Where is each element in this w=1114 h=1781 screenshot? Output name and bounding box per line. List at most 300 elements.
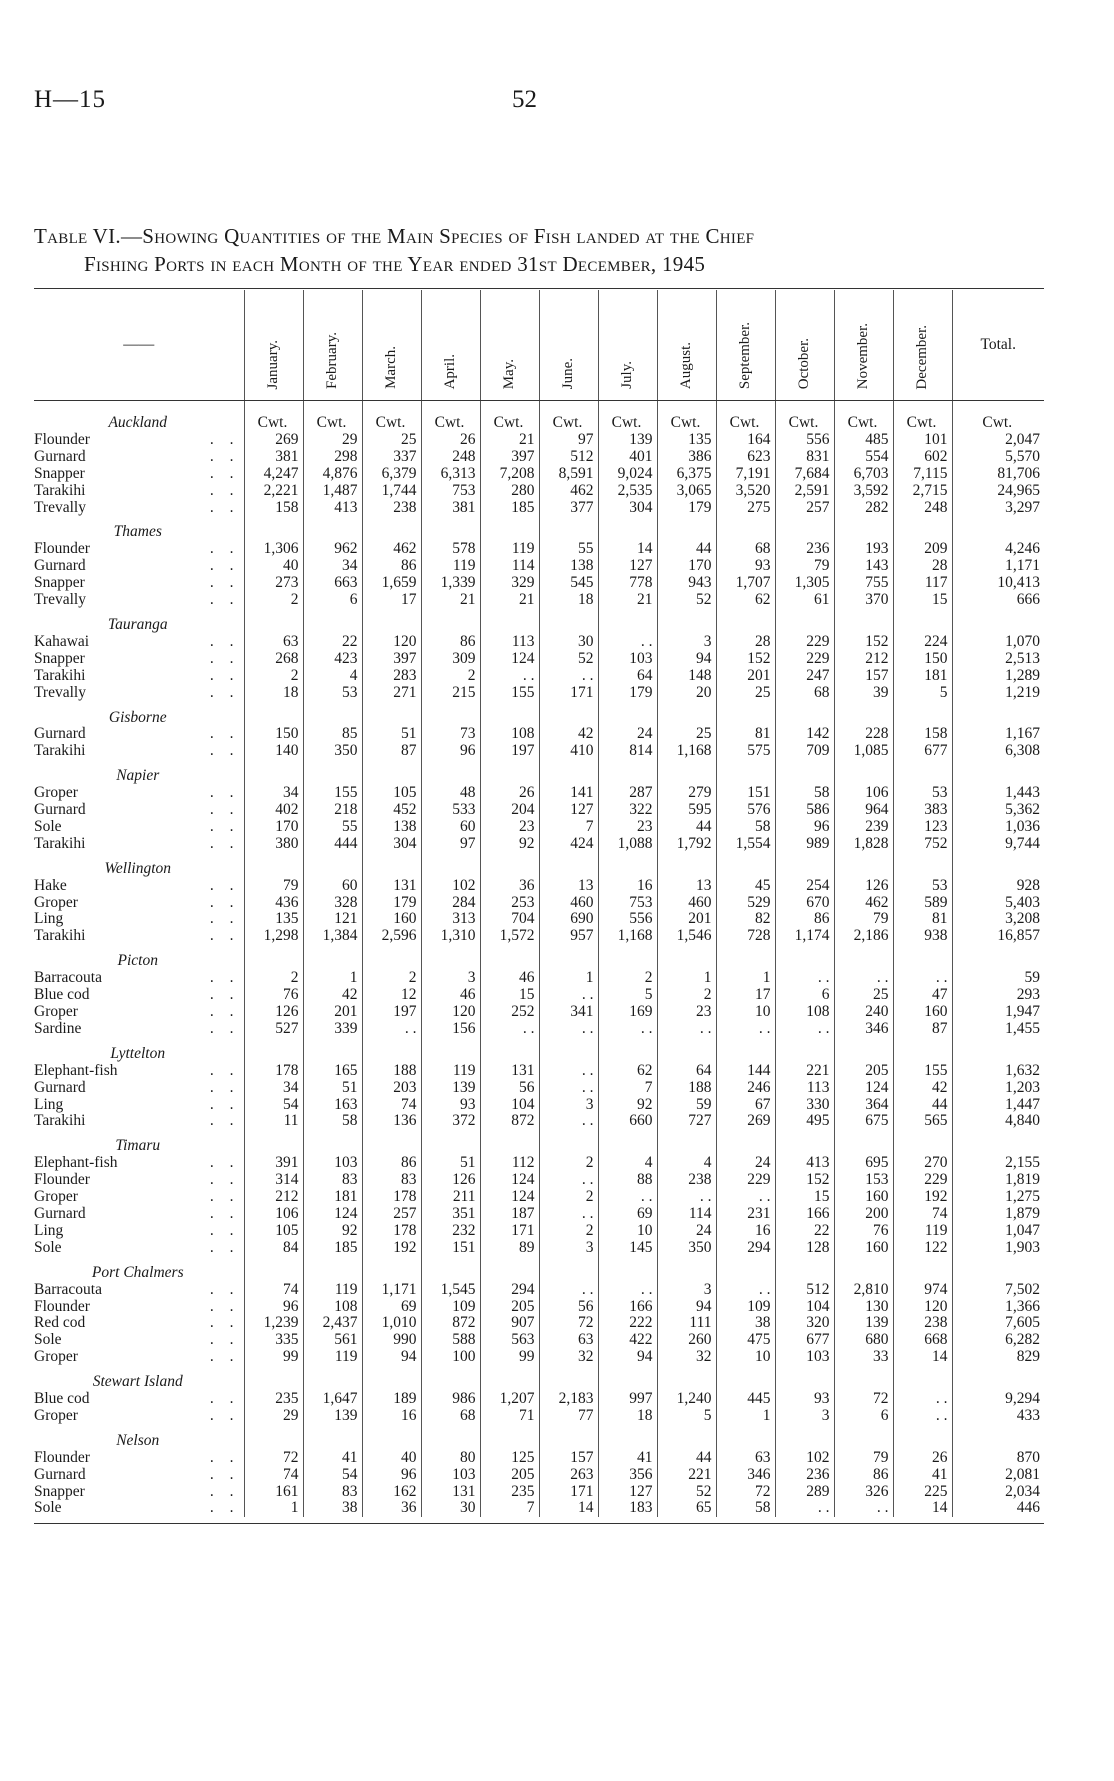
spacer-cell — [834, 853, 893, 878]
value-cell: 170 — [657, 558, 716, 575]
value-cell: 74 — [893, 1206, 952, 1223]
value-cell: 23 — [657, 1004, 716, 1021]
value-cell: 7 — [539, 819, 598, 836]
value-cell: 709 — [775, 743, 834, 760]
port-heading-row — [34, 516, 1044, 541]
value-cell: 578 — [421, 541, 480, 558]
value-cell: 63 — [716, 1450, 775, 1467]
value-cell: 87 — [362, 743, 421, 760]
value-cell: 150 — [893, 651, 952, 668]
total-cell: 446 — [952, 1500, 1044, 1517]
value-cell: 962 — [303, 541, 362, 558]
table-row — [34, 928, 1044, 945]
species-cell — [34, 928, 244, 945]
species-cell — [34, 911, 244, 928]
value-cell: 270 — [893, 1155, 952, 1172]
column-header-month — [539, 290, 598, 401]
value-cell: 69 — [598, 1206, 657, 1223]
species-cell — [34, 449, 244, 466]
table-row — [34, 1282, 1044, 1299]
unit-label: Cwt. — [480, 401, 539, 432]
value-cell: 14 — [893, 1349, 952, 1366]
table-row — [34, 575, 1044, 592]
spacer-cell — [834, 609, 893, 634]
value-cell: . . — [539, 1021, 598, 1038]
species-cell — [34, 575, 244, 592]
species-cell — [34, 1349, 244, 1366]
table-row — [34, 592, 1044, 609]
port-heading-row — [34, 945, 1044, 970]
value-cell: 2 — [362, 970, 421, 987]
value-cell: 204 — [480, 802, 539, 819]
leader-dots: . . — [209, 683, 240, 701]
value-cell: 55 — [303, 819, 362, 836]
value-cell: 225 — [893, 1484, 952, 1501]
value-cell: 22 — [303, 634, 362, 651]
total-cell: 1,879 — [952, 1206, 1044, 1223]
value-cell: 171 — [480, 1223, 539, 1240]
species-cell — [34, 1113, 244, 1130]
spacer-cell — [657, 1257, 716, 1282]
value-cell: 52 — [657, 1484, 716, 1501]
species-cell — [34, 802, 244, 819]
species-cell — [34, 1299, 244, 1316]
value-cell: 124 — [480, 651, 539, 668]
value-cell: . . — [539, 987, 598, 1004]
total-cell: 1,455 — [952, 1021, 1044, 1038]
value-cell: 119 — [480, 541, 539, 558]
spacer-cell — [893, 1425, 952, 1450]
spacer-cell — [598, 1130, 657, 1155]
leader-dots: . . — [209, 1061, 240, 1079]
table-row — [34, 483, 1044, 500]
value-cell: 151 — [421, 1240, 480, 1257]
species-name: Blue cod — [34, 986, 90, 1004]
spacer-cell — [657, 609, 716, 634]
total-cell: 4,246 — [952, 541, 1044, 558]
value-cell: 602 — [893, 449, 952, 466]
leader-dots: . . — [209, 1019, 240, 1037]
value-cell: 26 — [421, 432, 480, 449]
value-cell: 282 — [834, 500, 893, 517]
species-cell — [34, 836, 244, 853]
value-cell: 512 — [539, 449, 598, 466]
value-cell: 85 — [303, 726, 362, 743]
value-cell: 10 — [716, 1349, 775, 1366]
total-cell: 1,289 — [952, 668, 1044, 685]
value-cell: 99 — [480, 1349, 539, 1366]
leader-dots: . . — [209, 725, 240, 743]
species-cell — [34, 1332, 244, 1349]
value-cell: 294 — [716, 1240, 775, 1257]
value-cell: 76 — [834, 1223, 893, 1240]
value-cell: 2,183 — [539, 1391, 598, 1408]
spacer-cell — [716, 945, 775, 970]
value-cell: 13 — [539, 878, 598, 895]
total-cell: 1,070 — [952, 634, 1044, 651]
leader-dots: . . — [209, 632, 240, 650]
spacer-cell — [303, 1130, 362, 1155]
species-name: Ling — [34, 1095, 64, 1113]
value-cell: 97 — [539, 432, 598, 449]
spacer-cell — [362, 609, 421, 634]
value-cell: . . — [539, 1063, 598, 1080]
value-cell: 224 — [893, 634, 952, 651]
value-cell: 1 — [657, 970, 716, 987]
spacer-cell — [244, 1425, 303, 1450]
value-cell: 68 — [716, 541, 775, 558]
value-cell: 22 — [775, 1223, 834, 1240]
value-cell: 105 — [244, 1223, 303, 1240]
value-cell: 328 — [303, 895, 362, 912]
value-cell: 181 — [893, 668, 952, 685]
spacer-cell — [480, 516, 539, 541]
value-cell: 121 — [303, 911, 362, 928]
value-cell: 6 — [834, 1408, 893, 1425]
value-cell: 14 — [893, 1500, 952, 1517]
value-cell: 21 — [480, 592, 539, 609]
value-cell: 53 — [893, 785, 952, 802]
value-cell: 436 — [244, 895, 303, 912]
value-cell: 188 — [657, 1080, 716, 1097]
species-cell — [34, 1240, 244, 1257]
spacer-cell — [362, 516, 421, 541]
species-name: Tarakihi — [34, 742, 86, 760]
value-cell: 2,186 — [834, 928, 893, 945]
species-name: Hake — [34, 876, 67, 894]
spacer-cell — [775, 609, 834, 634]
table-row — [34, 668, 1044, 685]
value-cell: 755 — [834, 575, 893, 592]
value-cell: 44 — [657, 1450, 716, 1467]
value-cell: . . — [598, 1189, 657, 1206]
spacer-cell — [303, 945, 362, 970]
value-cell: 402 — [244, 802, 303, 819]
value-cell: 424 — [539, 836, 598, 853]
value-cell: 247 — [775, 668, 834, 685]
unit-label: Cwt. — [775, 401, 834, 432]
value-cell: 284 — [421, 895, 480, 912]
value-cell: 1,546 — [657, 928, 716, 945]
spacer-cell — [775, 1425, 834, 1450]
table-title-line-1: Table VI.—Showing Quantities of the Main Species of Fish landed at the Chief — [34, 224, 755, 248]
value-cell: 3,520 — [716, 483, 775, 500]
value-cell: 704 — [480, 911, 539, 928]
species-cell — [34, 1484, 244, 1501]
species-cell — [34, 878, 244, 895]
value-cell: 575 — [716, 743, 775, 760]
value-cell: 69 — [362, 1299, 421, 1316]
value-cell: 52 — [657, 592, 716, 609]
spacer-cell — [657, 1130, 716, 1155]
value-cell: 60 — [421, 819, 480, 836]
spacer-cell — [362, 760, 421, 785]
value-cell: 563 — [480, 1332, 539, 1349]
value-cell: 326 — [834, 1484, 893, 1501]
spacer-cell — [657, 853, 716, 878]
total-cell: 3,208 — [952, 911, 1044, 928]
value-cell: 10 — [716, 1004, 775, 1021]
value-cell: 63 — [539, 1332, 598, 1349]
value-cell: 111 — [657, 1315, 716, 1332]
value-cell: . . — [716, 1021, 775, 1038]
table-row — [34, 1315, 1044, 1332]
species-cell — [34, 558, 244, 575]
spacer-cell — [598, 760, 657, 785]
value-cell: 209 — [893, 541, 952, 558]
total-cell: 1,819 — [952, 1172, 1044, 1189]
value-cell: 179 — [362, 895, 421, 912]
value-cell: 83 — [362, 1172, 421, 1189]
leader-dots: . . — [209, 817, 240, 835]
value-cell: 152 — [775, 1172, 834, 1189]
spacer-cell — [834, 1425, 893, 1450]
unit-label: Cwt. — [716, 401, 775, 432]
value-cell: 106 — [244, 1206, 303, 1223]
spacer-cell — [303, 516, 362, 541]
value-cell: 1,647 — [303, 1391, 362, 1408]
value-cell: 556 — [775, 432, 834, 449]
species-cell — [34, 685, 244, 702]
table-row — [34, 1080, 1044, 1097]
value-cell: 938 — [893, 928, 952, 945]
unit-label: Cwt. — [834, 401, 893, 432]
total-cell: 2,513 — [952, 651, 1044, 668]
spacer-cell — [775, 516, 834, 541]
leader-dots: . . — [209, 591, 240, 609]
value-cell: 108 — [775, 1004, 834, 1021]
spacer-cell — [539, 1425, 598, 1450]
leader-dots: . . — [209, 1171, 240, 1189]
value-cell: 238 — [657, 1172, 716, 1189]
value-cell: 275 — [716, 500, 775, 517]
value-cell: 54 — [244, 1097, 303, 1114]
value-cell: 6,313 — [421, 466, 480, 483]
value-cell: 106 — [834, 785, 893, 802]
value-cell: 485 — [834, 432, 893, 449]
column-header-month — [716, 290, 775, 401]
leader-dots: . . — [209, 834, 240, 852]
spacer-cell — [657, 702, 716, 727]
value-cell: . . — [480, 668, 539, 685]
total-cell: 6,282 — [952, 1332, 1044, 1349]
port-heading-row — [34, 853, 1044, 878]
value-cell: 589 — [893, 895, 952, 912]
species-name: Snapper — [34, 1482, 85, 1500]
value-cell: 12 — [362, 987, 421, 1004]
value-cell: 444 — [303, 836, 362, 853]
value-cell: 212 — [244, 1189, 303, 1206]
species-name: Groper — [34, 784, 78, 802]
value-cell: 986 — [421, 1391, 480, 1408]
value-cell: 68 — [421, 1408, 480, 1425]
spacer-cell — [598, 1038, 657, 1063]
value-cell: 100 — [421, 1349, 480, 1366]
port-name: Wellington — [104, 859, 172, 877]
species-cell — [34, 1467, 244, 1484]
value-cell: 68 — [775, 685, 834, 702]
species-name: Red cod — [34, 1314, 86, 1332]
value-cell: 41 — [598, 1450, 657, 1467]
value-cell: 283 — [362, 668, 421, 685]
value-cell: . . — [716, 1282, 775, 1299]
value-cell: . . — [539, 1113, 598, 1130]
spacer-cell — [539, 609, 598, 634]
value-cell: 6 — [303, 592, 362, 609]
value-cell: . . — [362, 1021, 421, 1038]
value-cell: 56 — [480, 1080, 539, 1097]
value-cell: 16 — [598, 878, 657, 895]
species-cell — [34, 466, 244, 483]
spacer-cell — [775, 1038, 834, 1063]
species-name: Barracouta — [34, 969, 102, 987]
leader-dots: . . — [209, 481, 240, 499]
value-cell: 1,545 — [421, 1282, 480, 1299]
value-cell: 141 — [539, 785, 598, 802]
leader-dots: . . — [209, 1331, 240, 1349]
spacer-cell — [834, 1038, 893, 1063]
spacer-cell — [952, 1257, 1044, 1282]
value-cell: 989 — [775, 836, 834, 853]
value-cell: 974 — [893, 1282, 952, 1299]
table-top-rule — [34, 288, 1044, 289]
species-cell — [34, 651, 244, 668]
table-row — [34, 1223, 1044, 1240]
value-cell: 364 — [834, 1097, 893, 1114]
value-cell: 7 — [480, 1500, 539, 1517]
species-cell — [34, 592, 244, 609]
value-cell: 74 — [244, 1467, 303, 1484]
value-cell: 102 — [775, 1450, 834, 1467]
spacer-cell — [893, 702, 952, 727]
spacer-cell — [480, 760, 539, 785]
value-cell: 545 — [539, 575, 598, 592]
total-cell: 293 — [952, 987, 1044, 1004]
value-cell: 2 — [539, 1189, 598, 1206]
value-cell: 5 — [598, 987, 657, 1004]
value-cell: 460 — [539, 895, 598, 912]
value-cell: 101 — [893, 432, 952, 449]
value-cell: 72 — [716, 1484, 775, 1501]
species-cell — [34, 1080, 244, 1097]
spacer-cell — [421, 1257, 480, 1282]
table-row — [34, 500, 1044, 517]
spacer-cell — [893, 1038, 952, 1063]
value-cell: 40 — [244, 558, 303, 575]
value-cell: 142 — [775, 726, 834, 743]
spacer-cell — [716, 760, 775, 785]
value-cell: 554 — [834, 449, 893, 466]
total-cell: 433 — [952, 1408, 1044, 1425]
spacer-cell — [952, 516, 1044, 541]
value-cell: 120 — [362, 634, 421, 651]
table-row — [34, 1450, 1044, 1467]
spacer-cell — [421, 1425, 480, 1450]
value-cell: 63 — [244, 634, 303, 651]
total-cell: 1,167 — [952, 726, 1044, 743]
value-cell: 125 — [480, 1450, 539, 1467]
column-header-month — [421, 290, 480, 401]
column-header-month — [244, 290, 303, 401]
value-cell: 3 — [539, 1097, 598, 1114]
value-cell: 20 — [657, 685, 716, 702]
value-cell: 3,592 — [834, 483, 893, 500]
value-cell: . . — [893, 1391, 952, 1408]
table-row — [34, 1391, 1044, 1408]
value-cell: 15 — [480, 987, 539, 1004]
value-cell: . . — [834, 970, 893, 987]
table-row — [34, 449, 1044, 466]
value-cell: 2 — [421, 668, 480, 685]
spacer-cell — [775, 1257, 834, 1282]
port-name: Nelson — [116, 1431, 160, 1449]
value-cell: 28 — [716, 634, 775, 651]
value-cell: 475 — [716, 1332, 775, 1349]
leader-dots: . . — [209, 1280, 240, 1298]
value-cell: 1,088 — [598, 836, 657, 853]
value-cell: 11 — [244, 1113, 303, 1130]
value-cell: 2,591 — [775, 483, 834, 500]
spacer-cell — [539, 760, 598, 785]
value-cell: 212 — [834, 651, 893, 668]
value-cell: 201 — [716, 668, 775, 685]
value-cell: 164 — [716, 432, 775, 449]
spacer-cell — [303, 760, 362, 785]
value-cell: 964 — [834, 802, 893, 819]
value-cell: 34 — [303, 558, 362, 575]
value-cell: 30 — [539, 634, 598, 651]
value-cell: 2,221 — [244, 483, 303, 500]
value-cell: 1,298 — [244, 928, 303, 945]
spacer-cell — [244, 1257, 303, 1282]
value-cell: 356 — [598, 1467, 657, 1484]
value-cell: 93 — [716, 558, 775, 575]
total-cell: 1,366 — [952, 1299, 1044, 1316]
spacer-cell — [893, 1130, 952, 1155]
total-cell: 1,203 — [952, 1080, 1044, 1097]
value-cell: 753 — [598, 895, 657, 912]
value-cell: 32 — [657, 1349, 716, 1366]
total-cell: 9,294 — [952, 1391, 1044, 1408]
spacer-cell — [362, 853, 421, 878]
spacer-cell — [716, 1038, 775, 1063]
table-row — [34, 1189, 1044, 1206]
value-cell: 2 — [244, 970, 303, 987]
value-cell: 109 — [421, 1299, 480, 1316]
value-cell: . . — [657, 1021, 716, 1038]
table-row — [34, 1467, 1044, 1484]
value-cell: 71 — [480, 1408, 539, 1425]
value-cell: 84 — [244, 1240, 303, 1257]
species-cell — [34, 432, 244, 449]
value-cell: 401 — [598, 449, 657, 466]
value-cell: 178 — [244, 1063, 303, 1080]
value-cell: 108 — [480, 726, 539, 743]
table-row — [34, 432, 1044, 449]
value-cell: 139 — [834, 1315, 893, 1332]
species-cell — [34, 1282, 244, 1299]
column-header-label: May. — [501, 358, 518, 390]
value-cell: 221 — [657, 1467, 716, 1484]
value-cell: 62 — [716, 592, 775, 609]
value-cell: 18 — [244, 685, 303, 702]
value-cell: 96 — [244, 1299, 303, 1316]
spacer-cell — [893, 516, 952, 541]
table-body — [34, 401, 1044, 1518]
value-cell: 80 — [421, 1450, 480, 1467]
value-cell: 113 — [775, 1080, 834, 1097]
value-cell: 166 — [598, 1299, 657, 1316]
